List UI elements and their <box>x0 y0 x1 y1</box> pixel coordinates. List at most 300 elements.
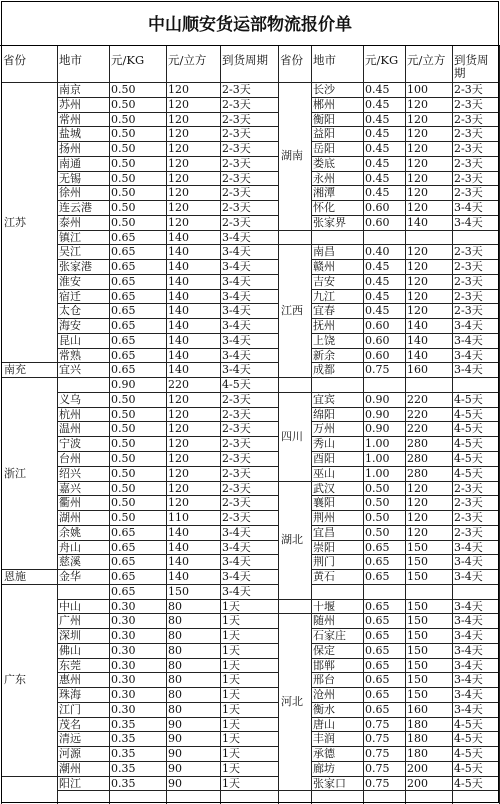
table-cell: 120 <box>168 127 189 141</box>
grid-line <box>57 599 278 600</box>
table-cell: 武汉 <box>313 481 335 495</box>
table-cell: 0.50 <box>111 186 136 200</box>
table-cell: 清远 <box>59 732 81 746</box>
table-cell: 2-3天 <box>454 481 483 495</box>
table-cell: 120 <box>407 511 428 525</box>
table-cell <box>57 378 109 393</box>
table-cell: 0.35 <box>111 747 136 761</box>
table-cell: 3-4天 <box>454 599 483 613</box>
table-cell: 2-3天 <box>222 127 251 141</box>
table-cell: 0.40 <box>365 245 390 259</box>
table-cell: 2-3天 <box>222 83 251 96</box>
grid-line <box>57 554 278 555</box>
table-cell: 0.30 <box>111 643 136 657</box>
table-cell: 秀山 <box>313 437 335 451</box>
table-cell: 海安 <box>59 319 81 333</box>
table-cell: 宜春 <box>313 304 335 318</box>
grid-line <box>57 112 278 113</box>
table-cell: 0.75 <box>365 776 390 790</box>
table-cell: 保定 <box>313 643 335 657</box>
table-cell: 0.60 <box>365 348 390 362</box>
table-cell: 140 <box>168 333 189 347</box>
table-cell: 3-4天 <box>454 215 483 229</box>
table-cell: 嘉兴 <box>59 481 81 495</box>
table-cell: 4-5天 <box>454 452 483 465</box>
grid-line <box>57 185 278 186</box>
column-header: 到货周期 <box>454 54 489 80</box>
table-cell: 120 <box>168 171 189 185</box>
table-cell: 0.65 <box>365 555 390 569</box>
table-cell: 3-4天 <box>454 702 483 716</box>
table-cell: 0.45 <box>365 289 390 303</box>
table-cell: 3-4天 <box>222 289 251 303</box>
table-cell: 太仓 <box>59 304 81 318</box>
table-cell: 150 <box>407 643 428 657</box>
table-cell: 3-4天 <box>454 333 483 347</box>
grid-line <box>57 407 278 408</box>
table-cell: 0.65 <box>111 333 136 347</box>
table-cell: 140 <box>168 230 189 244</box>
table-cell: 150 <box>407 629 428 643</box>
table-cell: 江门 <box>59 702 81 716</box>
table-cell: 0.90 <box>365 407 390 421</box>
table-cell: 2-3天 <box>222 215 251 229</box>
column-header: 省份 <box>280 54 303 67</box>
table-cell: 2-3天 <box>454 260 483 274</box>
table-cell: 南京 <box>59 83 81 96</box>
table-cell: 镇江 <box>59 230 81 244</box>
table-cell: 益阳 <box>313 127 335 141</box>
table-cell: 2-3天 <box>454 97 483 111</box>
table-cell: 120 <box>407 245 428 259</box>
table-cell: 1天 <box>222 673 240 687</box>
table-cell: 3-4天 <box>222 245 251 259</box>
province-label: 恩施 <box>4 570 26 584</box>
table-cell: 酉阳 <box>313 452 335 465</box>
table-cell: 0.65 <box>111 230 136 244</box>
grid-line <box>57 746 278 747</box>
grid-line <box>57 584 278 585</box>
table-cell: 0.65 <box>111 304 136 318</box>
table-cell: 1天 <box>222 747 240 761</box>
table-cell: 140 <box>168 348 189 362</box>
table-cell: 140 <box>407 348 428 362</box>
table-cell: 120 <box>168 437 189 451</box>
table-cell: 珠海 <box>59 688 81 702</box>
table-cell: 2-3天 <box>222 171 251 185</box>
table-cell: 280 <box>407 437 428 451</box>
table-cell: 150 <box>407 673 428 687</box>
table-cell: 0.50 <box>365 511 390 525</box>
table-cell: 1天 <box>222 717 240 731</box>
table-cell: 绵阳 <box>313 407 335 421</box>
table-cell <box>363 231 405 246</box>
table-cell: 2-3天 <box>454 511 483 525</box>
table-cell: 160 <box>407 702 428 716</box>
table-cell: 1.00 <box>365 437 390 451</box>
table-cell: 0.45 <box>365 304 390 318</box>
table-cell: 220 <box>407 422 428 436</box>
table-cell: 0.75 <box>365 747 390 761</box>
table-cell: 90 <box>168 747 182 761</box>
table-cell: 2-3天 <box>222 112 251 126</box>
table-cell: 120 <box>168 452 189 465</box>
grid-line <box>57 421 278 422</box>
table-cell <box>363 378 405 393</box>
table-cell: 湖州 <box>59 511 81 525</box>
table-cell: 150 <box>407 540 428 554</box>
table-cell: 0.50 <box>111 392 136 406</box>
table-cell: 1.00 <box>365 466 390 480</box>
table-cell: 0.60 <box>365 333 390 347</box>
table-cell: 180 <box>407 747 428 761</box>
table-cell: 0.30 <box>111 673 136 687</box>
table-cell: 连云港 <box>59 201 92 215</box>
table-cell: 黄石 <box>313 570 335 584</box>
table-cell: 120 <box>407 496 428 510</box>
grid-line <box>57 731 278 732</box>
table-cell: 张家港 <box>59 260 92 274</box>
table-cell: 0.45 <box>365 142 390 156</box>
grid-line <box>278 790 311 791</box>
table-cell: 3-4天 <box>454 555 483 569</box>
table-cell: 4-5天 <box>454 422 483 436</box>
table-cell: 0.45 <box>365 112 390 126</box>
table-cell: 0.75 <box>365 732 390 746</box>
table-cell <box>405 231 452 246</box>
table-cell: 衢州 <box>59 496 81 510</box>
table-cell: 0.50 <box>111 511 136 525</box>
table-cell: 无锡 <box>59 171 81 185</box>
table-cell: 150 <box>407 570 428 584</box>
table-cell: 0.45 <box>365 97 390 111</box>
table-cell: 2-3天 <box>222 392 251 406</box>
grid-line <box>57 481 278 482</box>
table-cell: 120 <box>168 481 189 495</box>
table-cell: 0.65 <box>365 702 390 716</box>
table-cell: 3-4天 <box>454 688 483 702</box>
table-cell: 3-4天 <box>222 363 251 377</box>
table-cell: 220 <box>168 378 189 392</box>
grid-line <box>57 761 278 762</box>
table-cell: 160 <box>407 363 428 377</box>
table-cell: 3-4天 <box>454 629 483 643</box>
table-cell: 2-3天 <box>454 186 483 200</box>
table-cell <box>405 378 452 393</box>
table-cell: 0.50 <box>111 156 136 170</box>
table-cell: 潮州 <box>59 761 81 775</box>
table-cell: 120 <box>407 97 428 111</box>
table-cell: 3-4天 <box>454 201 483 215</box>
grid-line <box>57 362 278 363</box>
province-label: 广东 <box>4 673 26 687</box>
grid-line <box>57 776 278 777</box>
table-cell: 金华 <box>59 570 81 584</box>
table-cell: 80 <box>168 643 182 657</box>
table-cell: 140 <box>168 540 189 554</box>
table-cell: 随州 <box>313 614 335 628</box>
table-cell: 绍兴 <box>59 466 81 480</box>
grid-line <box>57 289 278 290</box>
table-cell: 淮安 <box>59 274 81 288</box>
table-cell: 0.45 <box>365 156 390 170</box>
table-cell: 廊坊 <box>313 761 335 775</box>
table-cell: 唐山 <box>313 717 335 731</box>
table-cell: 宿迁 <box>59 289 81 303</box>
table-cell: 0.35 <box>111 776 136 790</box>
table-cell: 4-5天 <box>454 776 483 790</box>
table-cell: 中山 <box>59 599 81 613</box>
grid-line <box>1 46 2 804</box>
table-cell: 石家庄 <box>313 629 346 643</box>
table-cell: 0.65 <box>365 570 390 584</box>
table-cell: 4-5天 <box>454 466 483 480</box>
column-header: 元/立方 <box>407 54 446 67</box>
table-cell: 0.50 <box>111 215 136 229</box>
table-cell: 3-4天 <box>222 319 251 333</box>
table-cell: 2-3天 <box>454 83 483 96</box>
table-cell: 0.50 <box>111 407 136 421</box>
table-cell: 0.30 <box>111 688 136 702</box>
table-cell: 4-5天 <box>454 392 483 406</box>
table-cell: 南通 <box>59 156 81 170</box>
table-cell: 0.45 <box>365 171 390 185</box>
table-cell: 0.65 <box>365 629 390 643</box>
table-cell: 3-4天 <box>222 274 251 288</box>
table-cell: 1天 <box>222 702 240 716</box>
table-cell: 1天 <box>222 599 240 613</box>
grid-line <box>57 348 278 349</box>
table-cell: 河源 <box>59 747 81 761</box>
table-cell: 湘潭 <box>313 186 335 200</box>
grid-line <box>57 377 278 378</box>
column-header: 元/KG <box>365 54 399 67</box>
province-label: 湖南 <box>281 149 303 163</box>
table-cell: 120 <box>168 112 189 126</box>
table-cell: 90 <box>168 732 182 746</box>
table-cell: 2-3天 <box>222 437 251 451</box>
table-cell: 1天 <box>222 658 240 672</box>
table-cell: 郴州 <box>313 97 335 111</box>
table-cell: 120 <box>407 171 428 185</box>
table-cell: 泰州 <box>59 215 81 229</box>
table-cell: 150 <box>407 688 428 702</box>
table-cell: 120 <box>407 142 428 156</box>
table-cell: 1天 <box>222 643 240 657</box>
grid-line <box>57 126 278 127</box>
table-cell: 140 <box>168 525 189 539</box>
grid-line <box>57 658 278 659</box>
table-cell: 120 <box>168 392 189 406</box>
table-cell: 成都 <box>313 363 335 377</box>
grid-line <box>57 392 278 393</box>
table-cell: 80 <box>168 673 182 687</box>
table-cell: 宁波 <box>59 437 81 451</box>
table-cell: 衡阳 <box>313 112 335 126</box>
table-cell: 4-5天 <box>454 717 483 731</box>
table-cell: 上饶 <box>313 333 335 347</box>
grid-line <box>405 46 406 804</box>
grid-line <box>57 97 278 98</box>
grid-line <box>57 687 278 688</box>
table-cell: 220 <box>407 407 428 421</box>
table-cell: 东莞 <box>59 658 81 672</box>
table-cell: 0.65 <box>111 319 136 333</box>
table-cell: 宜兴 <box>59 363 81 377</box>
table-cell: 常熟 <box>59 348 81 362</box>
table-cell: 120 <box>168 142 189 156</box>
grid-line <box>57 569 278 570</box>
table-cell: 吴江 <box>59 245 81 259</box>
table-cell <box>311 231 363 246</box>
table-cell: 2-3天 <box>222 407 251 421</box>
table-cell: 140 <box>168 570 189 584</box>
table-cell: 2-3天 <box>454 289 483 303</box>
table-cell: 惠州 <box>59 673 81 687</box>
table-cell: 120 <box>168 186 189 200</box>
table-cell: 150 <box>407 614 428 628</box>
table-cell: 0.75 <box>365 717 390 731</box>
table-cell: 0.45 <box>365 274 390 288</box>
table-cell: 0.30 <box>111 658 136 672</box>
table-cell: 0.65 <box>365 614 390 628</box>
grid-line <box>57 643 278 644</box>
table-cell: 0.65 <box>111 555 136 569</box>
table-cell: 0.45 <box>365 83 390 96</box>
grid-line <box>57 46 58 804</box>
table-cell: 0.50 <box>111 83 136 96</box>
table-cell: 2-3天 <box>454 245 483 259</box>
table-cell: 0.50 <box>365 481 390 495</box>
table-cell: 九江 <box>313 289 335 303</box>
table-cell: 200 <box>407 761 428 775</box>
table-cell <box>452 585 499 600</box>
table-cell: 120 <box>407 112 428 126</box>
grid-line <box>57 672 278 673</box>
table-cell: 0.65 <box>365 673 390 687</box>
table-cell: 崇阳 <box>313 540 335 554</box>
column-header: 省份 <box>3 54 26 67</box>
table-cell: 0.35 <box>111 717 136 731</box>
grid-line <box>57 525 278 526</box>
table-cell: 0.30 <box>111 629 136 643</box>
table-cell: 0.65 <box>111 525 136 539</box>
table-cell: 4-5天 <box>454 407 483 421</box>
column-header: 地市 <box>313 54 336 67</box>
table-cell: 赣州 <box>313 260 335 274</box>
table-cell: 0.65 <box>111 540 136 554</box>
table-cell: 180 <box>407 732 428 746</box>
table-cell: 吉安 <box>313 274 335 288</box>
table-cell: 长沙 <box>313 83 335 96</box>
table-cell: 120 <box>407 274 428 288</box>
table-cell: 120 <box>168 407 189 421</box>
province-label: 湖北 <box>281 533 303 547</box>
table-cell: 80 <box>168 658 182 672</box>
table-cell: 140 <box>168 289 189 303</box>
table-cell: 0.50 <box>365 496 390 510</box>
table-cell: 邢台 <box>313 673 335 687</box>
table-cell: 3-4天 <box>222 260 251 274</box>
province-label <box>278 599 311 614</box>
province-label: 江苏 <box>4 215 26 229</box>
table-cell: 80 <box>168 702 182 716</box>
table-cell: 新余 <box>313 348 335 362</box>
grid-line <box>57 451 278 452</box>
grid-line <box>57 156 278 157</box>
table-cell: 0.50 <box>111 112 136 126</box>
table-cell: 常州 <box>59 112 81 126</box>
table-cell: 丰润 <box>313 732 335 746</box>
table-cell: 150 <box>407 599 428 613</box>
grid-line <box>363 46 364 804</box>
table-cell: 昆山 <box>59 333 81 347</box>
table-cell: 荆门 <box>313 555 335 569</box>
grid-line <box>57 303 278 304</box>
grid-line <box>57 790 278 791</box>
column-header: 地市 <box>59 54 82 67</box>
table-cell: 3-4天 <box>454 570 483 584</box>
table-cell: 120 <box>168 97 189 111</box>
table-cell: 0.60 <box>365 201 390 215</box>
table-cell: 120 <box>407 525 428 539</box>
table-cell: 0.65 <box>111 274 136 288</box>
table-cell: 温州 <box>59 422 81 436</box>
table-cell: 0.65 <box>111 289 136 303</box>
grid-line <box>1 776 57 777</box>
grid-line <box>57 200 278 201</box>
table-cell: 120 <box>407 481 428 495</box>
table-cell: 1天 <box>222 688 240 702</box>
column-header: 元/立方 <box>168 54 207 67</box>
table-cell: 120 <box>407 127 428 141</box>
table-cell: 0.65 <box>111 245 136 259</box>
table-cell: 3-4天 <box>454 540 483 554</box>
table-cell: 120 <box>407 304 428 318</box>
table-cell: 沧州 <box>313 688 335 702</box>
grid-line <box>57 613 278 614</box>
table-cell: 120 <box>407 201 428 215</box>
table-cell: 140 <box>407 319 428 333</box>
table-cell: 0.65 <box>365 688 390 702</box>
table-cell: 余姚 <box>59 525 81 539</box>
table-cell: 1.00 <box>365 452 390 465</box>
table-cell: 2-3天 <box>222 186 251 200</box>
table-cell: 0.65 <box>111 348 136 362</box>
table-cell: 120 <box>407 156 428 170</box>
table-cell: 3-4天 <box>454 658 483 672</box>
table-cell: 3-4天 <box>222 304 251 318</box>
table-cell: 0.65 <box>111 570 136 584</box>
table-cell: 2-3天 <box>454 127 483 141</box>
table-cell: 2-3天 <box>222 496 251 510</box>
table-cell: 0.65 <box>365 540 390 554</box>
table-cell: 1天 <box>222 776 240 790</box>
table-cell: 宜昌 <box>313 525 335 539</box>
table-cell: 120 <box>168 496 189 510</box>
table-cell: 4-5天 <box>222 378 251 392</box>
table-cell: 120 <box>168 83 189 96</box>
table-cell: 0.35 <box>111 761 136 775</box>
table-cell: 十堰 <box>313 599 335 613</box>
table-cell: 140 <box>168 245 189 259</box>
table-cell: 2-3天 <box>454 142 483 156</box>
table-cell: 2-3天 <box>454 304 483 318</box>
table-cell: 3-4天 <box>222 333 251 347</box>
table-cell: 0.90 <box>365 422 390 436</box>
table-cell: 0.30 <box>111 599 136 613</box>
table-cell: 1天 <box>222 732 240 746</box>
